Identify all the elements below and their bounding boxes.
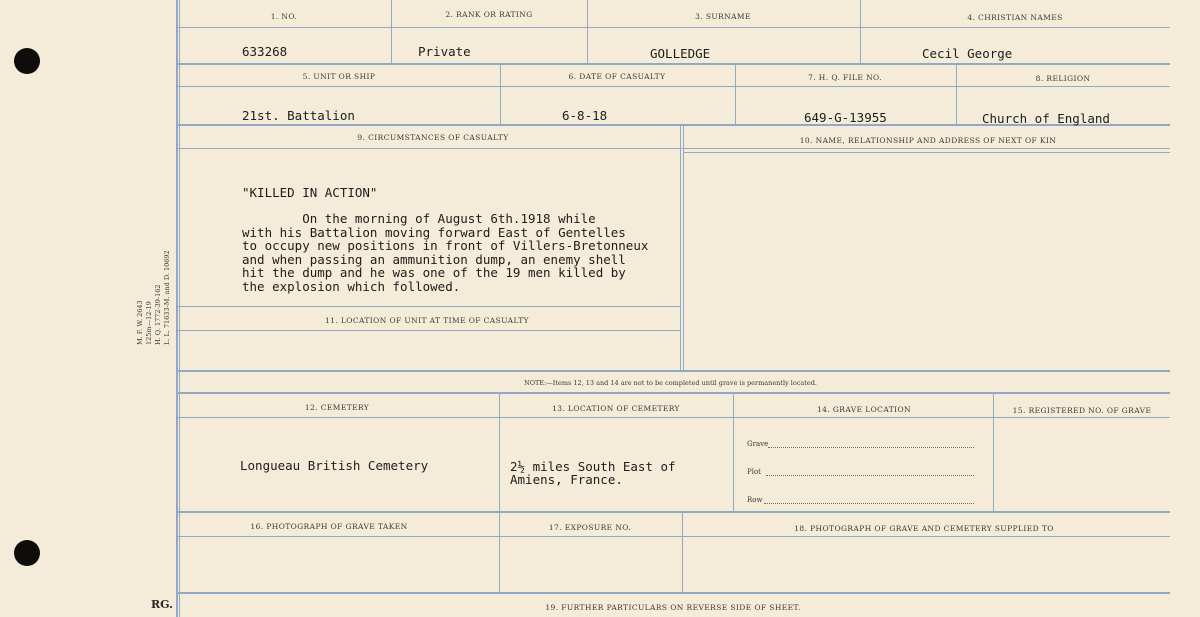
circumstances-divider <box>680 125 681 371</box>
header-exposure-no: 17. EXPOSURE NO. <box>548 523 632 532</box>
item11-header-line <box>176 330 681 331</box>
circumstances-title: "KILLED IN ACTION" <box>242 185 378 200</box>
row5-bottom-line <box>176 592 1170 594</box>
punch-hole-top <box>14 48 40 74</box>
value-surname: GOLLEDGE <box>650 46 711 61</box>
value-christian-names: Cecil George <box>922 46 1013 61</box>
row4-divider-2 <box>733 393 734 512</box>
value-no: 633268 <box>242 44 288 59</box>
header-grave-location: 14. GRAVE LOCATION <box>816 405 912 414</box>
header-surname: 3. SURNAME <box>695 12 751 21</box>
note-top-line <box>176 370 1170 372</box>
item11-top-line <box>176 306 681 307</box>
row5-divider-2 <box>682 513 683 593</box>
grave-label: Grave <box>747 440 769 448</box>
header-location-unit: 11. LOCATION OF UNIT AT TIME OF CASUALTY <box>325 316 529 325</box>
header-cemetery: 12. CEMETERY <box>304 403 370 412</box>
side-print-3: H. Q. 1772-39-162 <box>154 284 162 345</box>
row1-divider-1 <box>391 0 392 63</box>
circumstances-line-2: with his Battalion moving forward East of Gentelles <box>242 224 626 240</box>
row4-header-line <box>176 417 1170 418</box>
circumstances-divider-2 <box>683 125 684 371</box>
value-rank: Private <box>418 44 471 59</box>
header-photo-taken: 16. PHOTOGRAPH OF GRAVE TAKEN <box>250 522 408 531</box>
row1-divider-2 <box>587 0 588 63</box>
row2-divider-2 <box>735 64 736 125</box>
circumstances-line-4: and when passing an ammunition dump, an enemy shell <box>242 251 626 267</box>
row1-divider-3 <box>860 0 861 63</box>
header-unit: 5. UNIT OR SHIP <box>302 72 376 81</box>
value-date: 6-8-18 <box>562 108 608 123</box>
header-religion: 8. RELIGION <box>1035 74 1091 83</box>
row4-bottom-line <box>176 511 1170 513</box>
row-label: Row <box>747 496 763 504</box>
circumstances-line-1: On the morning of August 6th.1918 while <box>242 211 596 226</box>
header-christian-names: 4. CHRISTIAN NAMES <box>967 13 1063 22</box>
value-religion: Church of England <box>982 111 1110 126</box>
row-dots <box>764 503 974 504</box>
circumstances-line-6: the explosion which followed. <box>242 279 461 294</box>
row2-divider-3 <box>956 64 957 125</box>
circumstances-line-3: to occupy new positions in front of Villers-Bretonneux <box>242 238 649 254</box>
value-cemetery: Longueau British Cemetery <box>240 458 429 473</box>
header-no: 1. NO. <box>270 12 298 21</box>
header-location-cemetery: 13. LOCATION OF CEMETERY <box>552 404 680 413</box>
header-registered-no: 15. REGISTERED NO. OF GRAVE <box>1012 406 1152 415</box>
header-hq-file: 7. H. Q. FILE NO. <box>808 73 882 82</box>
circumstances-line-5: hit the dump and he was one of the 19 men killed by <box>242 265 626 281</box>
header-photo-supplied: 18. PHOTOGRAPH OF GRAVE AND CEMETERY SUPPLIED TO <box>794 524 1054 533</box>
header-date: 6. DATE OF CASUALTY <box>568 72 666 81</box>
left-border <box>176 0 178 617</box>
row3-header-line <box>176 148 1170 149</box>
row5-divider-1 <box>499 513 500 593</box>
value-hq-file: 649-G-13955 <box>804 110 887 125</box>
plot-dots <box>766 475 974 476</box>
row1-header-line <box>176 27 1170 28</box>
side-print-2: 125m—12-19 <box>145 301 153 345</box>
row2-divider-1 <box>500 64 501 125</box>
value-unit: 21st. Battalion <box>242 108 355 123</box>
note-text: NOTE:—Items 12, 13 and 14 are not to be completed until grave is permanently located. <box>524 379 817 387</box>
punch-hole-bottom <box>14 540 40 566</box>
note-bottom-line <box>176 392 1170 394</box>
left-border-inner <box>179 0 180 617</box>
value-location-cemetery-2: Amiens, France. <box>510 472 623 487</box>
row2-header-line <box>176 86 1170 87</box>
header-next-of-kin: 10. NAME, RELATIONSHIP AND ADDRESS OF NEXT OF KIN <box>799 136 1057 145</box>
header-further-particulars: 19. FURTHER PARTICULARS ON REVERSE SIDE OF SHEET. <box>545 603 801 612</box>
side-print-1: M. F. W. 2643 <box>136 300 144 345</box>
corner-mark: RG. <box>151 598 173 611</box>
row5-header-line <box>176 536 1170 537</box>
side-print-4: L. L. 71633-M. and D. 10692 <box>163 250 171 345</box>
grave-dots <box>768 447 974 448</box>
header-circumstances: 9. CIRCUMSTANCES OF CASUALTY <box>357 133 509 142</box>
plot-label: Plot <box>747 468 761 476</box>
row4-divider-1 <box>499 393 500 512</box>
header-rank: 2. RANK OR RATING <box>445 10 533 19</box>
row3-header-line-2 <box>684 152 1170 153</box>
row1-bottom-line <box>176 63 1170 65</box>
value-location-cemetery-1: 2½ miles South East of <box>510 459 676 474</box>
row4-divider-3 <box>993 393 994 512</box>
